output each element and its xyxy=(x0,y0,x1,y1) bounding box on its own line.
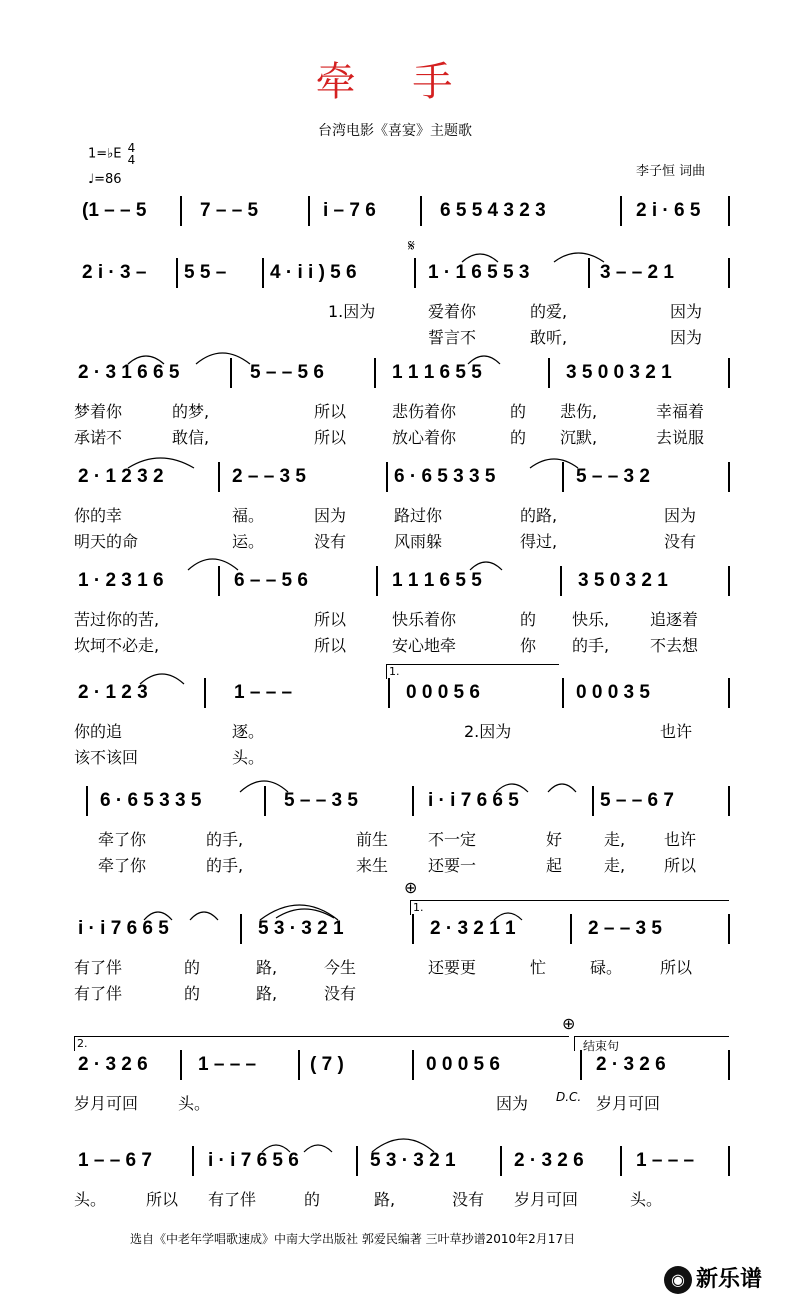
lyric-verse-1: 你的追 xyxy=(74,722,123,741)
measure-notes: 3 5 0 0 3 2 1 xyxy=(566,362,672,383)
lyric-verse-1: 前生 xyxy=(356,830,389,849)
measure-notes: 6 5 5 4 3 2 3 xyxy=(440,200,546,221)
slur xyxy=(188,559,238,570)
lyric-verse-1: 头。 xyxy=(630,1190,663,1209)
key-label: 1=♭E xyxy=(88,146,122,162)
tempo-marking xyxy=(88,172,122,187)
lyric-verse-2: 不去想 xyxy=(650,636,699,655)
slur xyxy=(276,909,334,918)
barline xyxy=(264,786,266,816)
slur xyxy=(554,253,604,262)
lyric-verse-1: 的路, xyxy=(520,506,558,525)
measure-notes: i – 7 6 xyxy=(323,200,376,221)
lyric-verse-2: 头。 xyxy=(232,748,265,767)
lyric-verse-1: 碌。 xyxy=(590,958,623,977)
measure-notes: 4 · i i ) 5 6 xyxy=(270,262,357,283)
barline xyxy=(412,914,414,944)
barline xyxy=(262,258,264,288)
lyric-verse-2: 所以 xyxy=(664,856,697,875)
lyric-verse-2: 运。 xyxy=(232,532,265,551)
lyric-verse-1: 你的幸 xyxy=(74,506,123,525)
measure-notes: 1 – – 6 7 xyxy=(78,1150,152,1171)
barline xyxy=(376,566,378,596)
second-ending-label: 2. xyxy=(77,1037,88,1050)
lyric-verse-1: 所以 xyxy=(314,610,347,629)
measure-notes: 1 1 1 6 5 5 xyxy=(392,570,482,591)
lyric-verse-1: 走, xyxy=(604,830,626,849)
barline xyxy=(308,196,310,226)
barline xyxy=(620,1146,622,1176)
lyric-verse-1: 因为 xyxy=(670,302,703,321)
barline xyxy=(728,914,730,944)
measure-notes: 2 · 1 2 3 2 xyxy=(78,466,164,487)
lyric-verse-1: 福。 xyxy=(232,506,265,525)
barline xyxy=(728,566,730,596)
lyric-verse-2: 去说服 xyxy=(656,428,705,447)
barline xyxy=(420,196,422,226)
lyric-verse-2: 的 xyxy=(184,984,201,1003)
lyric-verse-2: 敢信, xyxy=(172,428,210,447)
first-ending-bracket-2 xyxy=(410,900,729,915)
first-ending-label: 1. xyxy=(389,665,400,678)
measure-notes: i · i 7 6 6 5 xyxy=(78,918,169,939)
lyric-verse-1: 岁月可回 xyxy=(74,1094,139,1113)
barline xyxy=(180,196,182,226)
measure-notes: 2 i · 6 5 xyxy=(636,200,701,221)
barline xyxy=(588,258,590,288)
slur xyxy=(470,562,502,570)
barline xyxy=(230,358,232,388)
barline xyxy=(240,914,242,944)
measure-notes: 2 · 1 2 3 xyxy=(78,682,148,703)
barline xyxy=(728,196,730,226)
slur xyxy=(548,784,576,792)
lyric-verse-2: 该不该回 xyxy=(74,748,139,767)
barline xyxy=(592,786,594,816)
measure-notes: ( 7 ) xyxy=(310,1054,344,1075)
barline xyxy=(560,566,562,596)
measure-notes: 1 – – – xyxy=(198,1054,257,1075)
lyric-verse-1: 所以 xyxy=(660,958,693,977)
dc-marking: D.C. xyxy=(556,1090,582,1104)
meter-top: 4 xyxy=(127,141,136,155)
second-ending-bracket xyxy=(74,1036,569,1051)
coda-ending-label: 结束句 xyxy=(583,1039,620,1053)
slur xyxy=(190,912,218,920)
lyric-verse-2: 的 xyxy=(510,428,527,447)
lyric-verse-1: 梦着你 xyxy=(74,402,123,421)
barline xyxy=(388,678,390,708)
barline xyxy=(218,566,220,596)
barline xyxy=(204,678,206,708)
lyric-verse-1: 路, xyxy=(256,958,278,977)
measure-notes: 2 · 3 2 6 xyxy=(596,1054,666,1075)
lyric-verse-1: 悲伤着你 xyxy=(392,402,457,421)
barline xyxy=(356,1146,358,1176)
lyric-verse-2: 你 xyxy=(520,636,537,655)
measure-notes: 6 – – 5 6 xyxy=(234,570,308,591)
lyric-verse-1: 幸福着 xyxy=(656,402,705,421)
measure-notes: 5 – – 3 5 xyxy=(284,790,358,811)
lyric-verse-1: 牵了你 xyxy=(98,830,147,849)
lyric-verse-1: 路过你 xyxy=(394,506,443,525)
first-ending-bracket xyxy=(386,664,559,679)
lyric-verse-2: 所以 xyxy=(314,636,347,655)
barline xyxy=(374,358,376,388)
lyric-verse-1: 不一定 xyxy=(428,830,477,849)
measure-notes: 1 · 2 3 1 6 xyxy=(78,570,164,591)
lyric-verse-1: 追逐着 xyxy=(650,610,699,629)
barline xyxy=(180,1050,182,1080)
measure-notes: 1 1 1 6 5 5 xyxy=(392,362,482,383)
tempo-value: =86 xyxy=(94,172,122,187)
lyric-verse-1: 的 xyxy=(304,1190,321,1209)
barline xyxy=(728,462,730,492)
lyric-verse-2: 走, xyxy=(604,856,626,875)
lyric-verse-2: 的手, xyxy=(206,856,244,875)
quarter-note-icon: ♩ xyxy=(88,172,95,187)
measure-notes: i · i 7 6 6 5 xyxy=(428,790,519,811)
barline xyxy=(176,258,178,288)
measure-notes: 1 · 1 6 5 5 3 xyxy=(428,262,530,283)
lyric-verse-1: 的 xyxy=(510,402,527,421)
measure-notes: 5 – – 5 6 xyxy=(250,362,324,383)
barline xyxy=(386,462,388,492)
site-logo xyxy=(664,1262,762,1294)
lyric-verse-1: 路, xyxy=(374,1190,396,1209)
lyric-verse-1: 所以 xyxy=(314,402,347,421)
lyric-verse-1: 的手, xyxy=(206,830,244,849)
lyric-verse-1: 因为 xyxy=(314,506,347,525)
measure-notes: 2 · 3 2 6 xyxy=(514,1150,584,1171)
key-signature xyxy=(88,142,135,166)
lyric-verse-1: 也许 xyxy=(664,830,697,849)
measure-notes: 1 – – – xyxy=(636,1150,695,1171)
lyric-verse-2: 风雨躲 xyxy=(394,532,443,551)
lyric-verse-1: 悲伤, xyxy=(560,402,598,421)
lyric-verse-1: 的梦, xyxy=(172,402,210,421)
lyric-verse-2: 誓言不 xyxy=(428,328,477,347)
lyric-verse-1: 头。 xyxy=(178,1094,211,1113)
measure-notes: 5 3 · 3 2 1 xyxy=(370,1150,456,1171)
lyric-verse-2: 放心着你 xyxy=(392,428,457,447)
barline xyxy=(580,1050,582,1080)
measure-notes: 3 5 0 3 2 1 xyxy=(578,570,668,591)
measure-notes: 5 – – 3 2 xyxy=(576,466,650,487)
coda-icon-2: ⊕ xyxy=(562,1014,576,1033)
lyric-verse-1: 有了伴 xyxy=(208,1190,257,1209)
lyric-verse-1: 今生 xyxy=(324,958,357,977)
barline xyxy=(298,1050,300,1080)
lyric-verse-1: 苦过你的苦, xyxy=(74,610,160,629)
source-footer: 选自《中老年学唱歌速成》中南大学出版社 郭爱民编著 三叶草抄谱2010年2月17日 xyxy=(130,1232,576,1246)
coda-icon: ⊕ xyxy=(404,878,418,897)
barline xyxy=(412,786,414,816)
lyric-verse-1: 忙 xyxy=(530,958,547,977)
coda-ending-bracket xyxy=(574,1036,729,1051)
barline xyxy=(86,786,88,816)
meter-bottom: 4 xyxy=(127,153,136,167)
lyric-verse-1: 因为 xyxy=(664,506,697,525)
barline xyxy=(414,258,416,288)
measure-notes: 3 – – 2 1 xyxy=(600,262,674,283)
slur xyxy=(304,1145,332,1152)
barline xyxy=(728,678,730,708)
lyric-verse-2: 路, xyxy=(256,984,278,1003)
lyric-verse-2: 没有 xyxy=(314,532,347,551)
measure-notes: 0 0 0 3 5 xyxy=(576,682,650,703)
barline xyxy=(620,196,622,226)
measure-notes: (1 – – 5 xyxy=(82,200,147,221)
lyric-verse-1: 爱着你 xyxy=(428,302,477,321)
lyric-verse-1: 还要更 xyxy=(428,958,477,977)
record-icon: ◉ xyxy=(664,1266,692,1294)
brand-name: 新乐谱 xyxy=(696,1267,763,1292)
barline xyxy=(412,1050,414,1080)
lyric-verse-1: 有了伴 xyxy=(74,958,123,977)
composer-credit: 李子恒 词曲 xyxy=(636,164,706,179)
lyric-verse-2: 没有 xyxy=(664,532,697,551)
song-title: 牵 手 xyxy=(315,59,475,105)
measure-notes: 2 · 3 2 6 xyxy=(78,1054,148,1075)
measure-notes: 2 – – 3 5 xyxy=(588,918,662,939)
lyric-verse-1: 快乐, xyxy=(572,610,610,629)
barline xyxy=(728,1146,730,1176)
lyric-verse-2: 的手, xyxy=(572,636,610,655)
measure-notes: 5 5 – xyxy=(184,262,227,283)
slur xyxy=(196,353,250,364)
lyric-verse-2: 得过, xyxy=(520,532,558,551)
lyric-verse-2: 所以 xyxy=(314,428,347,447)
lyric-verse-1: 没有 xyxy=(452,1190,485,1209)
slur xyxy=(530,459,578,468)
lyric-verse-2: 承诺不 xyxy=(74,428,123,447)
barline xyxy=(562,462,564,492)
first-ending-label-2: 1. xyxy=(413,901,424,914)
lyric-verse-1: 因为 xyxy=(496,1094,529,1113)
lyric-verse-2: 明天的命 xyxy=(74,532,139,551)
lyric-verse-1: 快乐着你 xyxy=(392,610,457,629)
lyric-verse-1: 1.因为 xyxy=(328,302,376,321)
lyric-verse-2: 来生 xyxy=(356,856,389,875)
lyric-verse-2: 敢听, xyxy=(530,328,568,347)
barline xyxy=(192,1146,194,1176)
measure-notes: i · i 7 6 5 6 xyxy=(208,1150,299,1171)
barline xyxy=(728,786,730,816)
song-subtitle: 台湾电影《喜宴》主题歌 xyxy=(318,123,472,139)
lyric-verse-1: 也许 xyxy=(660,722,693,741)
measure-notes: 5 3 · 3 2 1 xyxy=(258,918,344,939)
time-signature xyxy=(128,142,136,166)
segno-icon: 𝄋 xyxy=(408,236,415,255)
barline xyxy=(500,1146,502,1176)
slur xyxy=(462,254,498,262)
barline xyxy=(562,678,564,708)
barline xyxy=(570,914,572,944)
barline xyxy=(218,462,220,492)
lyric-verse-2: 没有 xyxy=(324,984,357,1003)
measure-notes: 2 i · 3 – xyxy=(82,262,147,283)
lyric-verse-1: 头。 xyxy=(74,1190,107,1209)
measure-notes: 7 – – 5 xyxy=(200,200,259,221)
lyric-verse-1: 的爱, xyxy=(530,302,568,321)
lyric-verse-2: 安心地牵 xyxy=(392,636,457,655)
measure-notes: 5 – – 6 7 xyxy=(600,790,674,811)
lyric-verse-2: 牵了你 xyxy=(98,856,147,875)
measure-notes: 0 0 0 5 6 xyxy=(426,1054,500,1075)
measure-notes: 6 · 6 5 3 3 5 xyxy=(394,466,496,487)
measure-notes: 0 0 0 5 6 xyxy=(406,682,480,703)
barline xyxy=(728,358,730,388)
barline xyxy=(728,1050,730,1080)
measure-notes: 1 – – – xyxy=(234,682,293,703)
lyric-verse-2: 沉默, xyxy=(560,428,598,447)
lyric-verse-1: 岁月可回 xyxy=(596,1094,661,1113)
lyric-verse-2: 还要一 xyxy=(428,856,477,875)
lyric-verse-1: 的 xyxy=(520,610,537,629)
lyric-verse-1: 好 xyxy=(546,830,563,849)
lyric-verse-1: 2.因为 xyxy=(464,722,512,741)
lyric-verse-1: 所以 xyxy=(146,1190,179,1209)
lyric-verse-2: 有了伴 xyxy=(74,984,123,1003)
barline xyxy=(728,258,730,288)
measure-notes: 2 · 3 1 6 6 5 xyxy=(78,362,180,383)
measure-notes: 2 – – 3 5 xyxy=(232,466,306,487)
lyric-verse-2: 坎坷不必走, xyxy=(74,636,160,655)
lyric-verse-1: 逐。 xyxy=(232,722,265,741)
measure-notes: 6 · 6 5 3 3 5 xyxy=(100,790,202,811)
lyric-verse-1: 岁月可回 xyxy=(514,1190,579,1209)
lyric-verse-2: 起 xyxy=(546,856,563,875)
lyric-verse-2: 因为 xyxy=(670,328,703,347)
lyric-verse-1: 的 xyxy=(184,958,201,977)
barline xyxy=(548,358,550,388)
measure-notes: 2 · 3 2 1 1 xyxy=(430,918,516,939)
